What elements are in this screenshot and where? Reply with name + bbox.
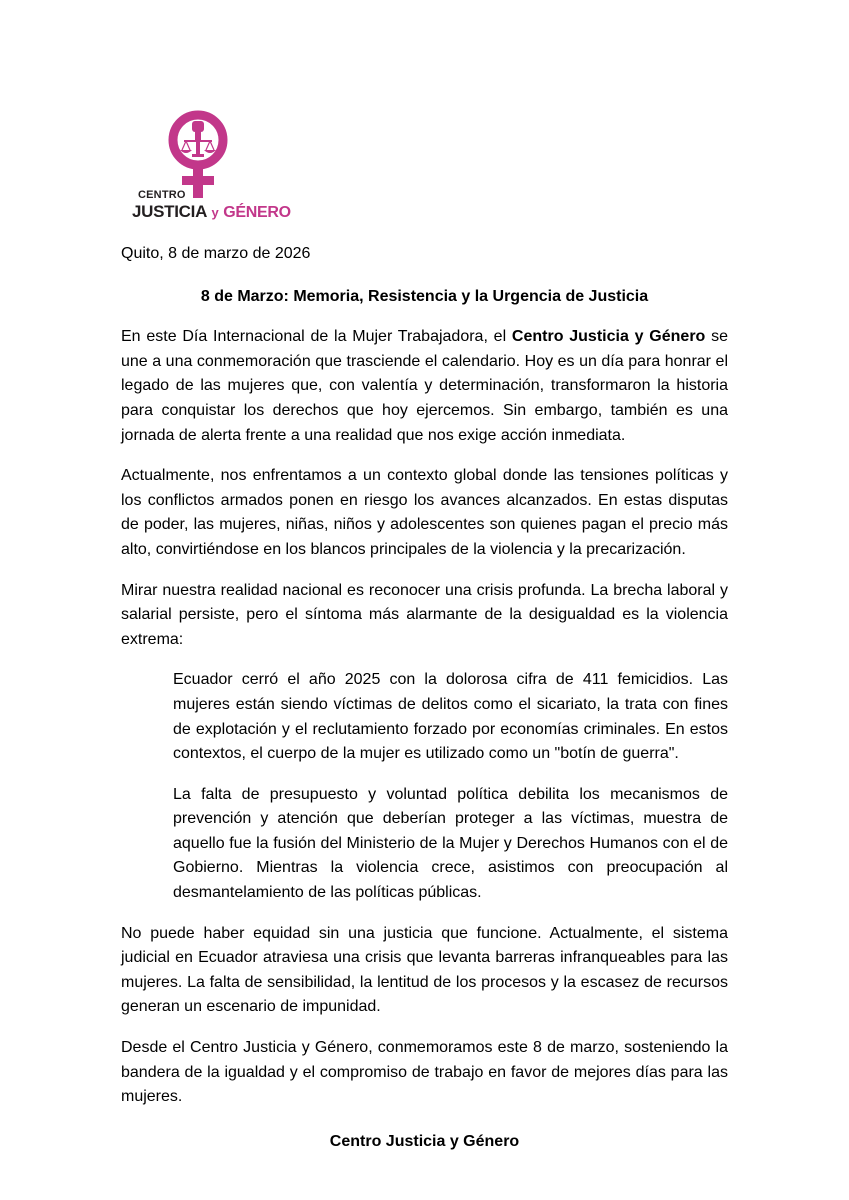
paragraph-justice-system: No puede haber equidad sin una justicia que funcione. Actualmente, el sistema judicial en Ecuador atraviesa una crisis que levanta barreras infranqueables para las mujeres. La falta de sensibilidad, la lentitud de los procesos y la escasez de recursos generan un escenario de impunidad. <box>121 924 728 1016</box>
organization-logo <box>128 110 291 222</box>
logo-text-line <box>132 202 291 222</box>
logo-text-justicia: JUSTICIA <box>132 202 208 221</box>
letter-title: 8 de Marzo: Memoria, Resistencia y la Urgencia de Justicia <box>200 287 649 305</box>
letter-body <box>121 242 728 1154</box>
paragraph-global-context: Actualmente, nos enfrentamos a un contexto global donde las tensiones políticas y los conflictos armados ponen en riesgo los avances alcanzados. En estas disputas de poder, las mujeres, niñas, niños y adolescentes son quienes pagan el precio más alto, convirtiéndose en los blancos principales de la violencia y la precarización. <box>121 467 728 558</box>
letter-date: Quito, 8 de marzo de 2026 <box>121 245 311 262</box>
organization-name-bold: Centro Justicia y Género <box>511 328 706 346</box>
paragraph-intro-text-b: se une a una conmemoración que trasciende el calendario. Hoy es un día para honrar el legado de las mujeres que, con valentía y determinación, transformaron la historia para conquistar los derechos que hoy ejercemos. Sin embargo, también es una jornada de alerta frente a una realidad que nos exige acción inmediata. <box>121 328 729 444</box>
quote-budget: La falta de presupuesto y voluntad política debilita los mecanismos de prevención y atención que deberían proteger a las víctimas, muestra de aquello fue la fusión del Ministerio de la Mujer y Derechos Humanos con el de Gobierno. Mientras la violencia crece, asistimos con preocupación al desmantelamiento de las políticas públicas. <box>173 785 728 902</box>
venus-fist-scales-icon <box>166 110 230 200</box>
paragraph-intro-text-a: En este Día Internacional de la Mujer Trabajadora, el <box>121 328 512 346</box>
logo-text-genero: GÉNERO <box>223 204 291 221</box>
logo-text-centro: CENTRO <box>138 189 186 201</box>
logo-text-y: y <box>211 205 219 220</box>
paragraph-closing: Desde el Centro Justicia y Género, conmemoramos este 8 de marzo, sosteniendo la bandera de la igualdad y el compromiso de trabajo en favor de mejores días para las mujeres. <box>121 1039 728 1106</box>
paragraph-intro <box>121 325 728 448</box>
quote-femicides: Ecuador cerró el año 2025 con la dolorosa cifra de 411 femicidios. Las mujeres están siendo víctimas de delitos como el sicariato, la trata con fines de explotación y el reclutamiento forzado por economías criminales. En estos contextos, el cuerpo de la mujer es utilizado como un "botín de guerra". <box>173 671 728 763</box>
signature: Centro Justicia y Género <box>329 1132 520 1150</box>
paragraph-national-reality: Mirar nuestra realidad nacional es reconocer una crisis profunda. La brecha laboral y salarial persiste, pero el síntoma más alarmante de la desigualdad es la violencia extrema: <box>121 581 728 648</box>
